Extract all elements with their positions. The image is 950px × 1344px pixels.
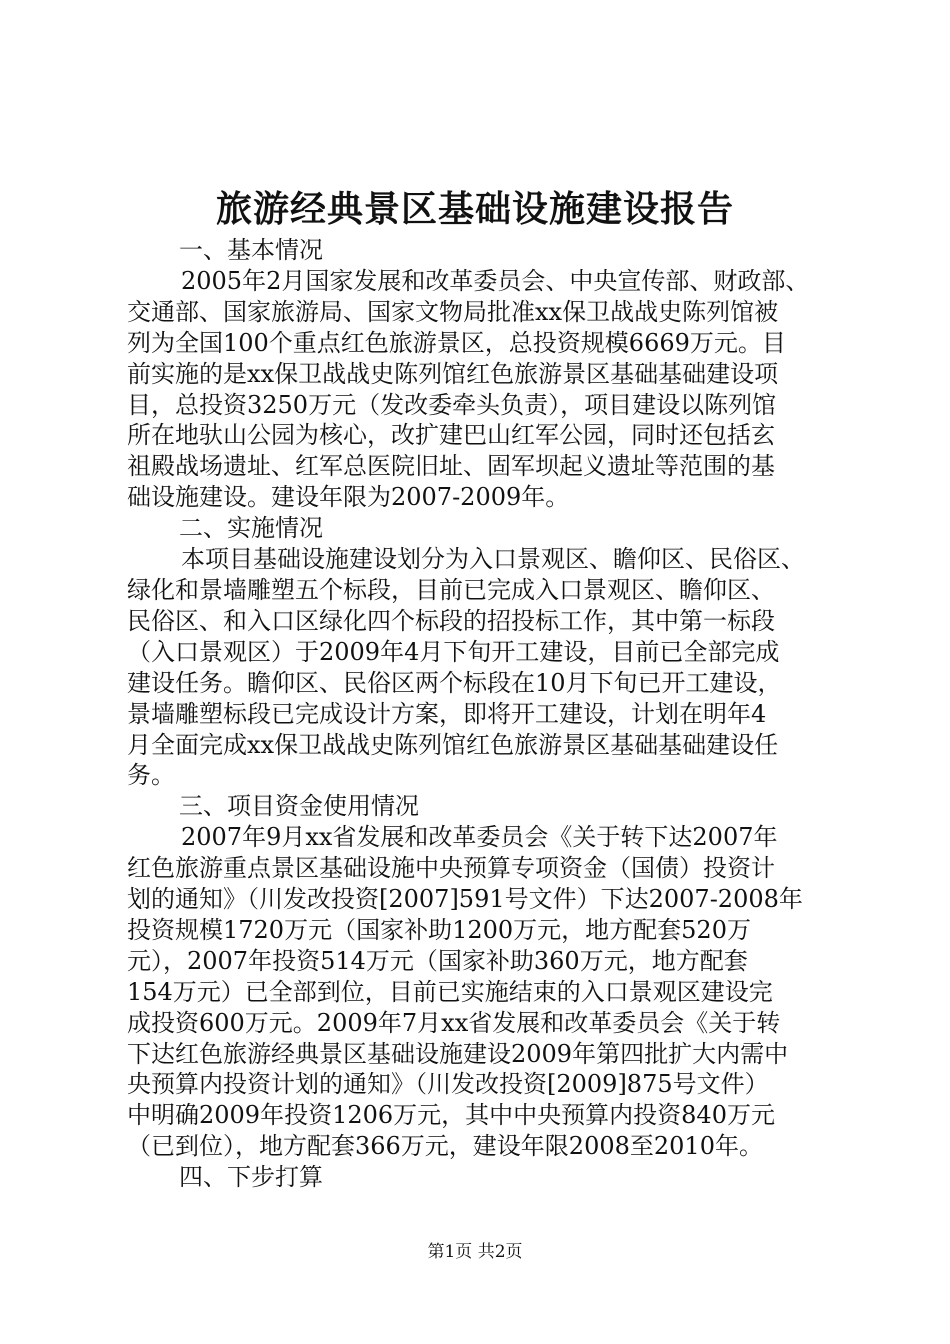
section-heading-next-steps: 四、下步打算 (179, 1163, 323, 1192)
paragraph-line: 成投资600万元。2009年7月xx省发展和改革委员会《关于转 (127, 1008, 781, 1037)
paragraph-line: 交通部、国家旅游局、国家文物局批准xx保卫战战史陈列馆被 (127, 297, 779, 326)
paragraph-line: （入口景观区）于2009年4月下旬开工建设，目前已全部完成 (127, 637, 780, 666)
paragraph-line: 础设施建设。建设年限为2007-2009年。 (127, 483, 570, 512)
paragraph-line: 下达红色旅游经典景区基础设施建设2009年第四批扩大内需中 (127, 1039, 789, 1068)
paragraph-line: 月全面完成xx保卫战战史陈列馆红色旅游景区基础基础建设任 (127, 730, 779, 759)
paragraph-line: 划的通知》（川发改投资[2007]591号文件）下达2007-2008年 (127, 885, 803, 914)
document-title: 旅游经典景区基础设施建设报告 (215, 188, 734, 230)
section-heading-implementation: 二、实施情况 (179, 514, 323, 543)
paragraph-line: 投资规模1720万元（国家补助1200万元，地方配套520万 (127, 915, 751, 944)
paragraph-line: （已到位），地方配套366万元，建设年限2008至2010年。 (127, 1132, 763, 1161)
paragraph-line: 前实施的是xx保卫战战史陈列馆红色旅游景区基础基础建设项 (127, 359, 779, 388)
paragraph-line: 务。 (127, 761, 175, 790)
page-footer: 第1页 共2页 (427, 1242, 523, 1262)
paragraph-line: 154万元）已全部到位，目前已实施结束的入口景观区建设完 (127, 977, 773, 1006)
section-heading-funding: 三、项目资金使用情况 (179, 792, 419, 821)
paragraph-line: 元），2007年投资514万元（国家补助360万元，地方配套 (127, 946, 748, 975)
paragraph-line: 列为全国100个重点红色旅游景区，总投资规模6669万元。目 (127, 328, 786, 357)
paragraph-line: 建设任务。瞻仰区、民俗区两个标段在10月下旬已开工建设， (127, 668, 782, 697)
paragraph-line: 绿化和景墙雕塑五个标段，目前已完成入口景观区、瞻仰区、 (127, 575, 775, 604)
paragraph-line: 2007年9月xx省发展和改革委员会《关于转下达2007年 (181, 823, 778, 852)
paragraph-line: 2005年2月国家发展和改革委员会、中央宣传部、财政部、 (181, 266, 810, 295)
document-body (127, 235, 837, 1193)
paragraph-line: 祖殿战场遗址、红军总医院旧址、固军坝起义遗址等范围的基 (127, 452, 775, 481)
paragraph-line: 所在地驮山公园为核心，改扩建巴山红军公园，同时还包括玄 (127, 421, 775, 450)
paragraph-line: 景墙雕塑标段已完成设计方案，即将开工建设，计划在明年4 (127, 699, 767, 728)
paragraph-line: 中明确2009年投资1206万元，其中中央预算内投资840万元 (127, 1101, 775, 1130)
paragraph-line: 央预算内投资计划的通知》（川发改投资[2009]875号文件） (127, 1070, 769, 1099)
paragraph-line: 红色旅游重点景区基础设施中央预算专项资金（国债）投资计 (127, 854, 775, 883)
paragraph-line: 本项目基础设施建设划分为入口景观区、瞻仰区、民俗区、 (181, 545, 805, 574)
paragraph-line: 目，总投资3250万元（发改委牵头负责），项目建设以陈列馆 (127, 390, 777, 419)
section-heading-basic-situation: 一、基本情况 (179, 236, 323, 264)
paragraph-line: 民俗区、和入口区绿化四个标段的招投标工作，其中第一标段 (127, 606, 775, 635)
